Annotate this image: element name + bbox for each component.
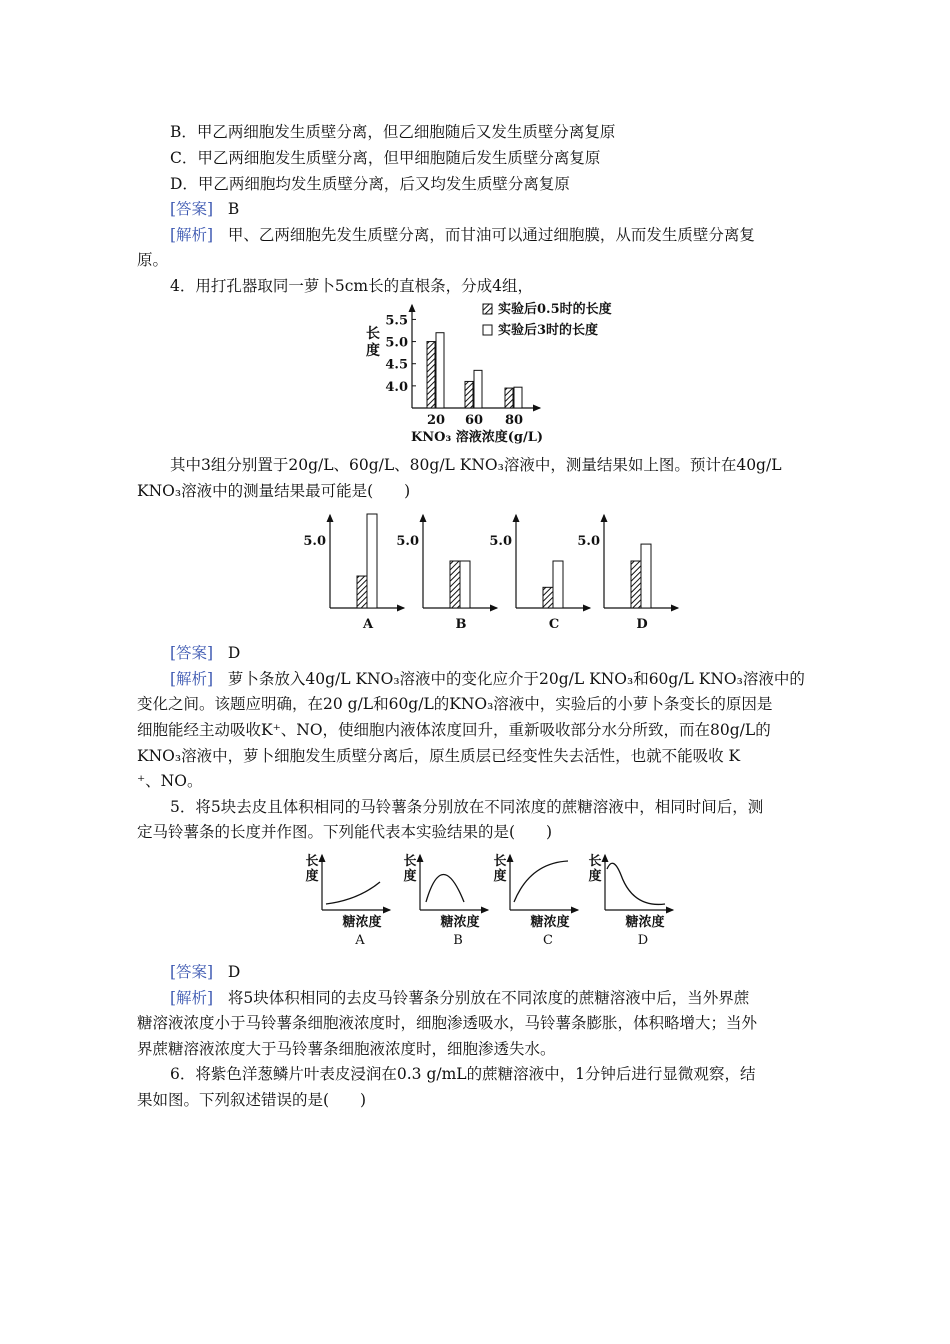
panel-label: A bbox=[355, 933, 365, 948]
bar-C-1 bbox=[553, 561, 563, 608]
panel-label: C bbox=[543, 933, 553, 948]
question-5-cont: 定马铃薯条的长度并作图。下列能代表本实验结果的是( ) bbox=[137, 823, 553, 841]
explanation-3-cont: 原。 bbox=[137, 251, 169, 269]
panel-label: D bbox=[637, 933, 649, 948]
legend-swatch bbox=[483, 325, 492, 335]
bar-C-0 bbox=[543, 587, 553, 608]
legend-label: 实验后0.5时的长度 bbox=[498, 302, 612, 317]
answer-tag: [答案] bbox=[170, 200, 214, 218]
option-b: B．甲乙两细胞发生质壁分离，但乙细胞随后又发生质壁分离复原 bbox=[170, 123, 616, 141]
curve-B bbox=[426, 875, 464, 903]
y-axis-label: 长 bbox=[493, 854, 507, 869]
bar-0p5h-20 bbox=[427, 342, 435, 408]
bar-A-0 bbox=[357, 576, 367, 608]
x-axis-label: 糖浓度 bbox=[530, 915, 570, 930]
reference-label: 5.0 bbox=[489, 534, 512, 549]
panel-label: B bbox=[455, 617, 467, 632]
panel-label: C bbox=[548, 617, 560, 632]
y-axis-label: 度 bbox=[366, 343, 380, 359]
legend-swatch bbox=[483, 304, 492, 314]
bar-3h-80 bbox=[514, 387, 522, 408]
bar-chart-kno3 bbox=[340, 300, 660, 445]
x-axis-label: 糖浓度 bbox=[342, 915, 382, 930]
explanation-3 bbox=[170, 225, 755, 245]
y-axis-label: 长 bbox=[305, 854, 319, 869]
x-tick-label: 20 bbox=[426, 413, 446, 428]
line-charts-options bbox=[300, 850, 700, 950]
x-axis-label: KNO₃ 溶液浓度(g/L) bbox=[410, 430, 544, 445]
legend-label: 实验后3时的长度 bbox=[498, 323, 599, 338]
explanation-tag: [解析] bbox=[170, 226, 214, 244]
answer-value: B bbox=[227, 200, 240, 218]
curve-A bbox=[326, 882, 380, 904]
explanation-text: 将5块体积相同的去皮马铃薯条分别放在不同浓度的蔗糖溶液中后，当外界蔗 bbox=[227, 989, 750, 1007]
bar-B-1 bbox=[460, 561, 470, 608]
y-axis-label: 长 bbox=[588, 854, 602, 869]
reference-label: 5.0 bbox=[577, 534, 600, 549]
y-tick-label: 5.0 bbox=[385, 335, 408, 351]
answer-3 bbox=[170, 199, 239, 219]
bar-A-1 bbox=[367, 514, 377, 608]
y-tick-label: 5.5 bbox=[385, 313, 408, 329]
x-tick-label: 60 bbox=[464, 413, 484, 428]
explanation-text: 甲、乙两细胞先发生质壁分离，而甘油可以通过细胞膜，从而发生质壁分离复 bbox=[227, 226, 755, 244]
question-4-text-cont: KNO₃溶液中的测量结果最可能是( ) bbox=[137, 482, 411, 500]
explanation-text: 萝卜条放入40g/L KNO₃溶液中的变化应介于20g/L KNO₃和60g/L KNO₃溶液中的 bbox=[227, 670, 805, 688]
reference-label: 5.0 bbox=[303, 534, 326, 549]
panel-label: A bbox=[362, 617, 374, 632]
explanation-4-d: KNO₃溶液中，萝卜细胞发生质壁分离后，原生质层已经变性失去活性，也就不能吸收 K bbox=[137, 747, 741, 765]
panel-label: B bbox=[453, 933, 463, 948]
y-axis-label: 长 bbox=[403, 854, 417, 869]
curve-D bbox=[607, 863, 665, 904]
x-tick-label: 80 bbox=[504, 413, 524, 428]
explanation-4-c: 细胞能经主动吸收K⁺、NO，使细胞内液体浓度回升，重新吸收部分水分所致，而在80g/L的 bbox=[137, 721, 771, 739]
y-axis-label: 度 bbox=[588, 869, 602, 884]
explanation-tag: [解析] bbox=[170, 989, 214, 1007]
explanation-4-b: 变化之间。该题应明确，在20 g/L和60g/L的KNO₃溶液中，实验后的小萝卜条变长的原因是 bbox=[137, 695, 773, 713]
x-axis-label: 糖浓度 bbox=[440, 915, 480, 930]
answer-value: D bbox=[227, 963, 241, 981]
answer-4 bbox=[170, 643, 240, 663]
explanation-4 bbox=[170, 669, 805, 689]
answer-value: D bbox=[227, 644, 241, 662]
panel-label: D bbox=[636, 617, 648, 632]
y-tick-label: 4.0 bbox=[385, 379, 408, 395]
y-axis-label: 长 bbox=[366, 326, 380, 342]
question-5: 5．将5块去皮且体积相同的马铃薯条分别放在不同浓度的蔗糖溶液中，相同时间后，测 bbox=[170, 798, 764, 816]
x-axis-label: 糖浓度 bbox=[625, 915, 665, 930]
question-6-cont: 果如图。下列叙述错误的是( ) bbox=[137, 1091, 367, 1109]
y-axis-label: 度 bbox=[305, 869, 319, 884]
bar-D-1 bbox=[641, 544, 651, 608]
option-c: C．甲乙两细胞发生质壁分离，但甲细胞随后发生质壁分离复原 bbox=[170, 149, 601, 167]
y-axis-label: 度 bbox=[493, 869, 507, 884]
y-axis-label: 度 bbox=[403, 869, 417, 884]
explanation-5-c: 界蔗糖溶液浓度大于马铃薯条细胞液浓度时，细胞渗透失水。 bbox=[137, 1040, 556, 1058]
reference-label: 5.0 bbox=[396, 534, 419, 549]
option-d: D．甲乙两细胞均发生质壁分离，后又均发生质壁分离复原 bbox=[170, 175, 570, 193]
bar-0p5h-60 bbox=[465, 381, 473, 408]
curve-C bbox=[514, 861, 568, 902]
bar-3h-20 bbox=[436, 333, 444, 408]
question-4-text: 其中3组分别置于20g/L、60g/L、80g/L KNO₃溶液中，测量结果如上图。预计在40g/L bbox=[170, 456, 782, 474]
question-4: 4．用打孔器取同一萝卜5cm长的直根条，分成4组， bbox=[170, 277, 533, 295]
explanation-tag: [解析] bbox=[170, 670, 214, 688]
bar-3h-60 bbox=[474, 370, 482, 408]
y-tick-label: 4.5 bbox=[385, 357, 408, 373]
explanation-5-b: 糖溶液浓度小于马铃薯条细胞液浓度时，细胞渗透吸水，马铃薯条膨胀，体积略增大；当外 bbox=[137, 1014, 758, 1032]
bar-chart-options bbox=[300, 510, 720, 635]
answer-5 bbox=[170, 962, 240, 982]
bar-B-0 bbox=[450, 561, 460, 608]
explanation-4-e: ⁺、NO。 bbox=[137, 772, 203, 790]
question-6: 6．将紫色洋葱鳞片叶表皮浸润在0.3 g/mL的蔗糖溶液中，1分钟后进行显微观察，结 bbox=[170, 1065, 756, 1083]
explanation-5 bbox=[170, 988, 749, 1008]
bar-D-0 bbox=[631, 561, 641, 608]
answer-tag: [答案] bbox=[170, 644, 214, 662]
bar-0p5h-80 bbox=[505, 388, 513, 408]
answer-tag: [答案] bbox=[170, 963, 214, 981]
